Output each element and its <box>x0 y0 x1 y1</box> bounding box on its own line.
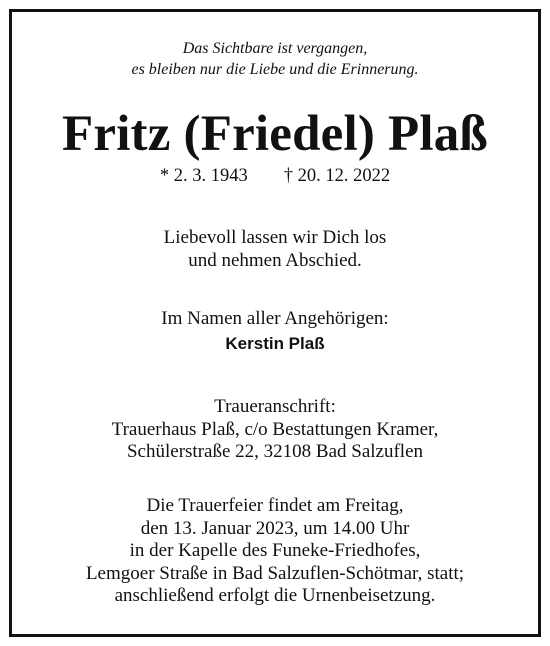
service-line-5: anschließend erfolgt die Urnenbeisetzung. <box>114 585 436 606</box>
death-date: † 20. 12. 2022 <box>283 166 391 186</box>
signer-name: Kerstin Plaß <box>225 334 325 353</box>
funeral-service-info <box>0 495 550 608</box>
motto-line-1: Das Sichtbare ist vergangen, <box>182 40 368 57</box>
service-line-4: Lemgoer Straße in Bad Salzuflen-Schötmar, statt; <box>85 562 465 584</box>
farewell-line-2: und nehmen Abschied. <box>188 249 362 271</box>
life-dates <box>0 164 550 188</box>
service-line-1: Die Trauerfeier findet am Freitag, <box>146 495 404 516</box>
deceased-name: Fritz (Friedel) Plaß <box>62 106 488 162</box>
address-line-2: Schülerstraße 22, 32108 Bad Salzuflen <box>126 441 423 462</box>
address-heading: Traueranschrift: <box>214 396 336 417</box>
farewell-line-1: Liebevoll lassen wir Dich los <box>163 227 387 248</box>
mourning-address <box>0 396 550 464</box>
address-line-1: Trauerhaus Plaß, c/o Bestattungen Kramer, <box>111 418 439 440</box>
motto-line-2: es bleiben nur die Liebe und die Erinnerung. <box>131 61 419 78</box>
motto-verse <box>0 38 550 80</box>
birth-date: * 2. 3. 1943 <box>159 166 248 186</box>
mourners-intro: Im Namen aller Angehörigen: <box>161 308 389 329</box>
service-line-2: den 13. Januar 2023, um 14.00 Uhr <box>140 517 410 539</box>
farewell-text <box>0 227 550 272</box>
service-line-3: in der Kapelle des Funeke-Friedhofes, <box>129 540 421 561</box>
